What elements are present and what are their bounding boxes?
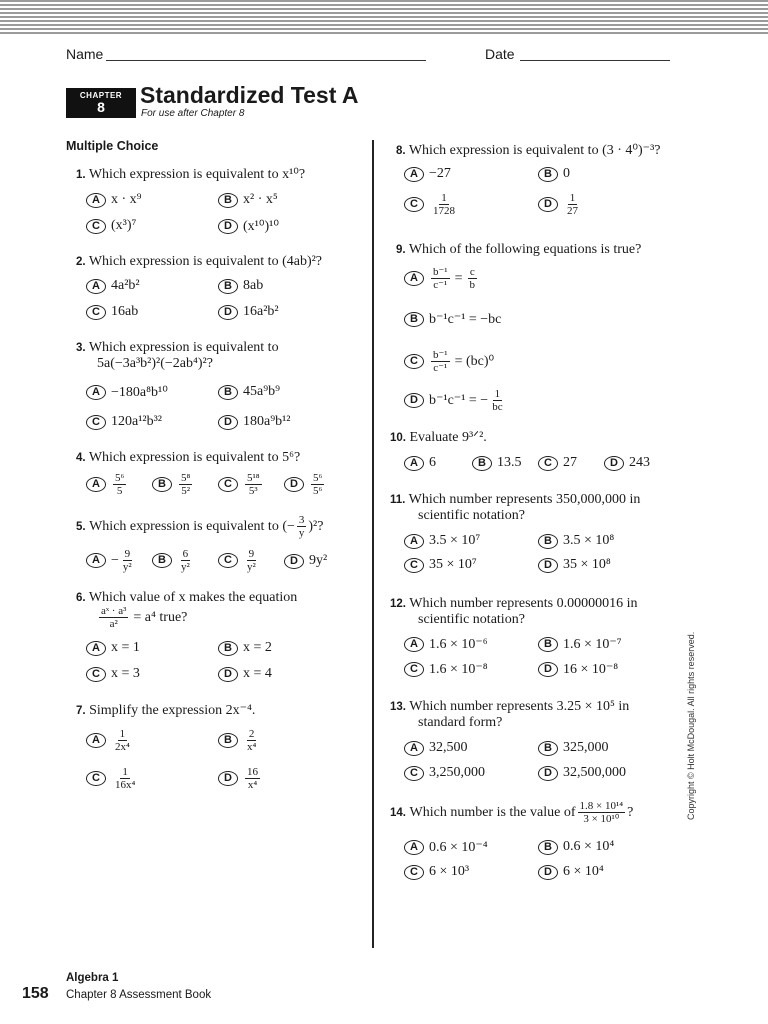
option-10c[interactable] bbox=[538, 455, 577, 471]
option-10a[interactable] bbox=[404, 455, 436, 471]
bubble-a[interactable]: A bbox=[404, 271, 424, 286]
question-end: ? bbox=[627, 804, 634, 820]
bubble-d[interactable]: D bbox=[538, 766, 558, 781]
fraction: $\frac{1}{bc}$ bbox=[492, 388, 503, 413]
question-text: Simplify the expression 2x⁻⁴. bbox=[89, 703, 256, 718]
question-number: 5. bbox=[76, 520, 86, 533]
option-7d[interactable] bbox=[218, 766, 262, 791]
option-text: x² · x⁵ bbox=[243, 192, 278, 207]
option-text: 6 bbox=[429, 455, 436, 470]
option-text: = (bc)⁰ bbox=[454, 354, 495, 369]
fraction: $\frac{\text{b⁻¹}}{\text{c⁻¹}}$ bbox=[433, 266, 448, 291]
question-3 bbox=[76, 340, 279, 372]
page-number: 158 bbox=[22, 985, 49, 1002]
bubble-d[interactable]: D bbox=[284, 477, 304, 492]
option-text: 32,500 bbox=[429, 740, 468, 755]
option-text: 32,500,000 bbox=[563, 765, 626, 780]
question-text: Which of the following equations is true? bbox=[408, 242, 642, 257]
question-12 bbox=[390, 596, 637, 628]
question-text: Which number represents 3.25 × 10⁵ in bbox=[409, 699, 630, 714]
option-text: 1.6 × 10⁻⁷ bbox=[563, 637, 622, 652]
equals-sign: = bbox=[454, 270, 463, 286]
bubble-d[interactable]: D bbox=[218, 219, 238, 234]
bubble-d[interactable]: D bbox=[404, 393, 424, 408]
bubble-a[interactable]: A bbox=[86, 193, 106, 208]
option-13a[interactable] bbox=[404, 740, 468, 756]
option-text: 27 bbox=[563, 455, 577, 470]
option-text: 9y² bbox=[309, 553, 328, 568]
option-text: 6 × 10³ bbox=[429, 864, 470, 879]
option-9b[interactable] bbox=[404, 311, 501, 328]
question-text: Which number represents 0.00000016 in bbox=[409, 596, 638, 611]
option-6c[interactable] bbox=[86, 666, 140, 682]
bubble-c[interactable]: C bbox=[404, 662, 424, 677]
section-heading: Multiple Choice bbox=[66, 139, 159, 153]
option-text: 35 × 10⁷ bbox=[429, 557, 477, 572]
bubble-a[interactable]: A bbox=[404, 840, 424, 855]
fraction: $\frac{1}{27}$ bbox=[567, 192, 578, 217]
option-9a[interactable] bbox=[404, 266, 479, 291]
bubble-b[interactable]: B bbox=[538, 167, 558, 182]
fraction: $\frac{1}{1728}$ bbox=[433, 192, 455, 217]
option-text: 35 × 10⁸ bbox=[563, 557, 611, 572]
bubble-b[interactable]: B bbox=[538, 637, 558, 652]
bubble-b[interactable]: B bbox=[218, 385, 238, 400]
bubble-b[interactable]: B bbox=[472, 456, 492, 471]
option-2c[interactable] bbox=[86, 304, 138, 320]
bubble-c[interactable]: C bbox=[404, 197, 424, 212]
fraction: $\frac{\text{b⁻¹}}{\text{c⁻¹}}$ bbox=[433, 349, 448, 374]
option-9c[interactable] bbox=[404, 349, 494, 374]
option-text: 0 bbox=[563, 166, 570, 181]
chapter-number: 8 bbox=[97, 99, 105, 115]
copyright-notice bbox=[686, 610, 698, 820]
bubble-d[interactable]: D bbox=[604, 456, 624, 471]
question-text: Evaluate 9³ᐟ². bbox=[409, 430, 487, 445]
option-text: x = 3 bbox=[111, 666, 140, 681]
fraction: $\frac{9}{\text{y²}}$ bbox=[247, 548, 256, 573]
option-3c[interactable] bbox=[86, 414, 162, 430]
bubble-a[interactable]: A bbox=[86, 279, 106, 294]
question-number: 4. bbox=[76, 452, 86, 464]
bubble-d[interactable]: D bbox=[538, 662, 558, 677]
question-text-2: 5a(−3a³b²)²(−2ab⁴)²? bbox=[97, 356, 213, 371]
header-stripes bbox=[0, 0, 768, 34]
fraction: $\frac{\text{1.8 × 10¹⁴}}{\text{3 × 10¹⁰}}$ bbox=[579, 800, 624, 825]
option-text: 3,250,000 bbox=[429, 765, 485, 780]
question-14 bbox=[390, 800, 633, 825]
option-1b[interactable] bbox=[218, 192, 278, 208]
question-text: Which expression is equivalent to (3 · 4⁰)⁻³? bbox=[408, 143, 661, 158]
bubble-a[interactable]: A bbox=[86, 385, 106, 400]
option-7a[interactable] bbox=[86, 728, 134, 753]
bubble-a[interactable]: A bbox=[404, 637, 424, 652]
option-text: 3.5 × 10⁷ bbox=[429, 533, 481, 548]
option-text: −180a⁸b¹⁰ bbox=[111, 385, 168, 400]
bubble-a[interactable]: A bbox=[86, 641, 106, 656]
question-number: 8. bbox=[396, 145, 406, 157]
question-number: 11. bbox=[390, 494, 406, 506]
question-number: 12. bbox=[390, 598, 406, 610]
copyright-text: Copyright © Holt McDougal. All rights reserved. bbox=[686, 631, 696, 820]
option-2b[interactable] bbox=[218, 278, 263, 294]
fraction: $\frac{\text{5⁶}}{\text{5⁶}}$ bbox=[313, 472, 323, 497]
option-3b[interactable] bbox=[218, 384, 280, 400]
option-13c[interactable] bbox=[404, 765, 485, 781]
option-6a[interactable] bbox=[86, 640, 140, 656]
fraction: $\frac{\text{5⁶}}{5}$ bbox=[115, 472, 125, 497]
option-5a[interactable] bbox=[86, 548, 136, 573]
option-text: 1.6 × 10⁻⁸ bbox=[429, 662, 488, 677]
option-sign: − bbox=[111, 552, 119, 568]
option-text: 6 × 10⁴ bbox=[563, 864, 604, 879]
question-4 bbox=[76, 450, 300, 466]
option-1a[interactable] bbox=[86, 192, 142, 208]
option-text: 16ab bbox=[111, 304, 139, 319]
bubble-c[interactable]: C bbox=[538, 456, 558, 471]
option-3d[interactable] bbox=[218, 414, 291, 430]
question-text: Which value of x makes the equation bbox=[88, 590, 298, 605]
bubble-b[interactable]: B bbox=[152, 553, 172, 568]
bubble-c[interactable]: C bbox=[404, 766, 424, 781]
footer-book: Algebra 1 bbox=[66, 972, 119, 984]
question-text: Which expression is equivalent to x¹⁰? bbox=[88, 167, 306, 182]
bubble-b[interactable]: B bbox=[538, 534, 558, 549]
option-text: 8ab bbox=[243, 278, 264, 293]
option-text: 0.6 × 10⁻⁴ bbox=[429, 840, 488, 855]
option-14b[interactable] bbox=[538, 839, 614, 855]
question-11 bbox=[390, 492, 640, 524]
question-number: 6. bbox=[76, 592, 86, 604]
option-1d[interactable] bbox=[218, 218, 279, 235]
option-text: 1.6 × 10⁻⁶ bbox=[429, 637, 488, 652]
fraction: $\frac{\text{5⁸}}{\text{5²}}$ bbox=[181, 472, 191, 497]
bubble-c[interactable]: C bbox=[404, 558, 424, 573]
option-text: −27 bbox=[429, 166, 451, 181]
bubble-b[interactable]: B bbox=[218, 193, 238, 208]
question-9 bbox=[396, 242, 641, 258]
expr-open: (− bbox=[282, 518, 295, 534]
option-7b[interactable] bbox=[218, 728, 260, 753]
bubble-b[interactable]: B bbox=[538, 840, 558, 855]
option-text: 0.6 × 10⁴ bbox=[563, 839, 615, 854]
question-text: Which expression is equivalent to (4ab)²? bbox=[88, 254, 323, 269]
option-text: x · x⁹ bbox=[111, 192, 142, 207]
question-2 bbox=[76, 254, 322, 270]
option-8c[interactable] bbox=[404, 192, 459, 217]
option-4d[interactable] bbox=[284, 472, 326, 497]
option-text: x = 4 bbox=[243, 666, 272, 681]
option-4a[interactable] bbox=[86, 472, 128, 497]
option-5c[interactable] bbox=[218, 548, 260, 573]
question-number: 14. bbox=[390, 806, 406, 819]
bubble-d[interactable]: D bbox=[218, 415, 238, 430]
bubble-a[interactable]: A bbox=[404, 167, 424, 182]
question-text: Which number is the value of bbox=[409, 804, 576, 820]
page-title: Standardized Test A bbox=[140, 82, 359, 108]
option-text: 243 bbox=[629, 455, 650, 470]
question-number: 13. bbox=[390, 701, 406, 713]
chapter-badge bbox=[66, 88, 136, 118]
bubble-b[interactable]: B bbox=[218, 279, 238, 294]
option-text: 4a²b² bbox=[111, 278, 140, 293]
bubble-c[interactable]: C bbox=[404, 865, 424, 880]
option-text: 13.5 bbox=[497, 455, 522, 470]
equation-rest: = a⁴ true? bbox=[133, 609, 188, 625]
expr-close: )²? bbox=[308, 518, 324, 534]
fraction: $\frac{9}{\text{y²}}$ bbox=[122, 548, 132, 573]
question-text: Which expression is equivalent to 5⁶? bbox=[88, 450, 301, 465]
question-text-2: standard form? bbox=[418, 715, 503, 730]
fraction: $\frac{6}{\text{y²}}$ bbox=[181, 548, 190, 573]
option-10b[interactable] bbox=[472, 455, 522, 471]
question-10 bbox=[390, 430, 487, 446]
option-6b[interactable] bbox=[218, 640, 272, 656]
fraction: $\frac{3}{y}$ bbox=[298, 514, 305, 539]
option-5d[interactable] bbox=[284, 553, 327, 569]
chapter-label: CHAPTER bbox=[79, 91, 123, 100]
option-12a[interactable] bbox=[404, 636, 488, 653]
option-text: 180a⁹b¹² bbox=[243, 414, 291, 429]
question-5 bbox=[76, 514, 323, 539]
option-text: x = 1 bbox=[111, 640, 140, 655]
option-text: x = 2 bbox=[243, 640, 272, 655]
option-2d[interactable] bbox=[218, 304, 279, 320]
bubble-a[interactable]: A bbox=[86, 553, 106, 568]
question-number: 10. bbox=[390, 432, 406, 444]
question-number: 3. bbox=[76, 342, 86, 354]
column-divider bbox=[372, 140, 374, 948]
question-text-2: scientific notation? bbox=[418, 508, 525, 523]
bubble-d[interactable]: D bbox=[218, 667, 238, 682]
name-label: Name bbox=[66, 46, 104, 62]
bubble-c[interactable]: C bbox=[404, 354, 424, 369]
option-text: 16a²b² bbox=[243, 304, 279, 319]
option-1c[interactable] bbox=[86, 218, 136, 234]
option-10d[interactable] bbox=[604, 455, 650, 471]
option-6d[interactable] bbox=[218, 666, 272, 682]
option-text: 3.5 × 10⁸ bbox=[563, 533, 615, 548]
option-text: b⁻¹c⁻¹ = −bc bbox=[429, 312, 502, 327]
bubble-c[interactable]: C bbox=[218, 477, 238, 492]
option-11c[interactable] bbox=[404, 557, 477, 573]
option-14c[interactable] bbox=[404, 864, 469, 880]
fraction: $\frac{c}{b}$ bbox=[469, 266, 476, 291]
question-number: 2. bbox=[76, 256, 86, 268]
option-13d[interactable] bbox=[538, 765, 626, 781]
option-9d[interactable] bbox=[404, 388, 507, 413]
option-5b[interactable] bbox=[152, 548, 194, 573]
question-text: Which expression is equivalent to bbox=[89, 518, 279, 534]
option-text: b⁻¹c⁻¹ = − bbox=[429, 393, 489, 408]
bubble-a[interactable]: A bbox=[404, 534, 424, 549]
fraction: $\frac{\text{5¹⁸}}{\text{5³}}$ bbox=[247, 472, 260, 497]
question-text: Which expression is equivalent to bbox=[88, 340, 279, 355]
question-6 bbox=[76, 590, 297, 606]
fraction: $\frac{\text{aˣ · a³}}{\text{a²}}$ bbox=[101, 605, 127, 630]
option-text: 325,000 bbox=[563, 740, 609, 755]
option-7c[interactable] bbox=[86, 766, 139, 791]
option-14a[interactable] bbox=[404, 839, 488, 856]
bubble-a[interactable]: A bbox=[86, 733, 106, 748]
fraction: $\frac{1}{\text{16x⁴}}$ bbox=[115, 766, 136, 791]
question-text: Which number represents 350,000,000 in bbox=[408, 492, 641, 507]
option-3a[interactable] bbox=[86, 384, 168, 401]
option-4b[interactable] bbox=[152, 472, 194, 497]
option-12b[interactable] bbox=[538, 636, 622, 653]
date-label: Date bbox=[485, 46, 515, 62]
question-13 bbox=[390, 699, 629, 731]
option-text: 45a⁹b⁹ bbox=[243, 384, 280, 399]
question-number: 1. bbox=[76, 169, 86, 181]
option-13b[interactable] bbox=[538, 740, 609, 756]
bubble-b[interactable]: B bbox=[404, 312, 424, 327]
bubble-a[interactable]: A bbox=[404, 456, 424, 471]
option-text: (x³)⁷ bbox=[111, 218, 137, 233]
option-text: 120a¹²b³² bbox=[111, 414, 163, 429]
option-11a[interactable] bbox=[404, 533, 480, 549]
option-8a[interactable] bbox=[404, 166, 451, 182]
bubble-c[interactable]: C bbox=[86, 305, 106, 320]
bubble-d[interactable]: D bbox=[284, 554, 304, 569]
question-8 bbox=[396, 143, 660, 159]
bubble-b[interactable]: B bbox=[218, 641, 238, 656]
bubble-b[interactable]: B bbox=[152, 477, 172, 492]
question-1 bbox=[76, 167, 305, 183]
question-text-2: scientific notation? bbox=[418, 612, 525, 627]
bubble-d[interactable]: D bbox=[538, 197, 558, 212]
option-8d[interactable] bbox=[538, 192, 582, 217]
bubble-c[interactable]: C bbox=[86, 771, 106, 786]
bubble-a[interactable]: A bbox=[404, 741, 424, 756]
date-field[interactable] bbox=[520, 60, 670, 61]
option-8b[interactable] bbox=[538, 166, 570, 182]
option-12d[interactable] bbox=[538, 661, 618, 678]
bubble-b[interactable]: B bbox=[538, 741, 558, 756]
bubble-a[interactable]: A bbox=[86, 477, 106, 492]
bubble-c[interactable]: C bbox=[86, 219, 106, 234]
option-12c[interactable] bbox=[404, 661, 488, 678]
option-11d[interactable] bbox=[538, 557, 611, 573]
option-text: (x¹⁰)¹⁰ bbox=[243, 219, 279, 234]
question-6-equation bbox=[97, 605, 187, 630]
fraction: $\frac{16}{\text{x⁴}}$ bbox=[247, 766, 258, 791]
option-11b[interactable] bbox=[538, 533, 614, 549]
bubble-d[interactable]: D bbox=[218, 305, 238, 320]
question-number: 7. bbox=[76, 705, 86, 717]
option-2a[interactable] bbox=[86, 278, 140, 294]
bubble-d[interactable]: D bbox=[538, 865, 558, 880]
fraction: $\frac{1}{\text{2x⁴}}$ bbox=[115, 728, 130, 753]
option-text: 16 × 10⁻⁸ bbox=[563, 662, 619, 677]
bubble-c[interactable]: C bbox=[218, 553, 238, 568]
name-field[interactable] bbox=[106, 60, 426, 61]
bubble-d[interactable]: D bbox=[538, 558, 558, 573]
footer-subtitle: Chapter 8 Assessment Book bbox=[66, 989, 212, 1001]
fraction: $\frac{2}{\text{x⁴}}$ bbox=[247, 728, 257, 753]
option-4c[interactable] bbox=[218, 472, 264, 497]
page-subtitle: For use after Chapter 8 bbox=[141, 108, 245, 119]
bubble-b[interactable]: B bbox=[218, 733, 238, 748]
bubble-d[interactable]: D bbox=[218, 771, 238, 786]
bubble-c[interactable]: C bbox=[86, 667, 106, 682]
bubble-c[interactable]: C bbox=[86, 415, 106, 430]
option-14d[interactable] bbox=[538, 864, 604, 880]
question-number: 9. bbox=[396, 244, 406, 256]
question-7 bbox=[76, 703, 255, 719]
